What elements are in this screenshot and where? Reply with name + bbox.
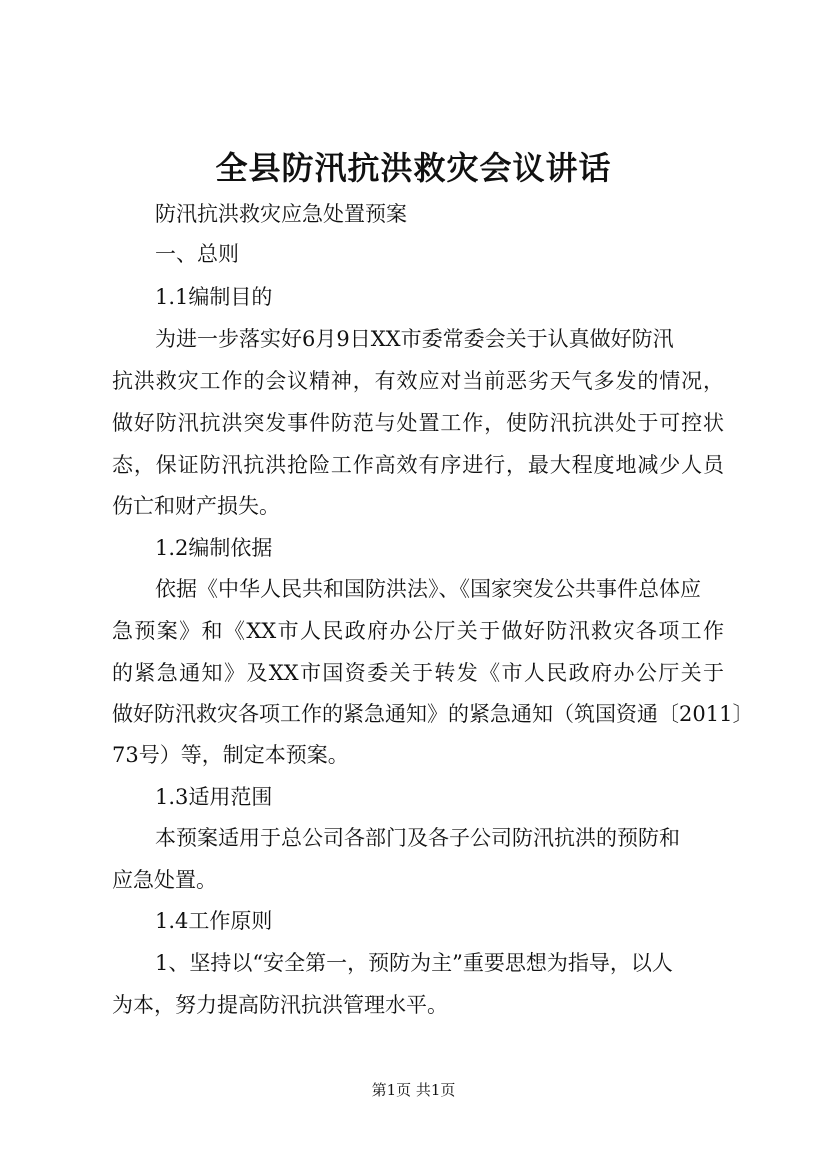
paragraph-line: 态，保证防汛抗洪抢险工作高效有序进行，最大程度地减少人员 xyxy=(112,453,724,477)
paragraph-line: 为进一步落实好6月9日XX市委常委会关于认真做好防汛 xyxy=(155,327,674,351)
paragraph-line: 为本，努力提高防汛抗洪管理水平。 xyxy=(112,993,448,1017)
paragraph-line: 本预案适用于总公司各部门及各子公司防汛抗洪的预防和 xyxy=(155,826,680,850)
paragraph-line: 做好防汛救灾各项工作的紧急通知》的紧急通知（筑国资通〔2011〕 xyxy=(112,702,754,726)
paragraph-line: 伤亡和财产损失。 xyxy=(112,494,280,518)
paragraph-line: 防汛抗洪救灾应急处置预案 xyxy=(155,202,407,226)
subsection-heading: 1.3适用范围 xyxy=(155,785,273,809)
section-heading: 一、总则 xyxy=(155,242,239,266)
subsection-heading: 1.2编制依据 xyxy=(155,536,273,560)
document-title: 全县防汛抗洪救灾会议讲话 xyxy=(215,149,612,187)
paragraph-line: 急预案》和《XX市人民政府办公厅关于做好防汛救灾各项工作 xyxy=(112,619,724,643)
page-footer: 第1页 共1页 xyxy=(371,1081,456,1099)
subsection-heading: 1.4工作原则 xyxy=(155,909,273,933)
paragraph-line: 1、坚持以“安全第一，预防为主”重要思想为指导，以人 xyxy=(155,951,673,975)
paragraph-line: 的紧急通知》及XX市国资委关于转发《市人民政府办公厅关于 xyxy=(112,661,724,685)
subsection-heading: 1.1编制目的 xyxy=(155,285,273,309)
paragraph-line: 73号）等，制定本预案。 xyxy=(112,743,349,767)
paragraph-line: 做好防汛抗洪突发事件防范与处置工作，使防汛抗洪处于可控状 xyxy=(112,411,724,435)
paragraph-line: 抗洪救灾工作的会议精神，有效应对当前恶劣天气多发的情况， xyxy=(112,369,724,393)
paragraph-line: 依据《中华人民共和国防洪法》、《国家突发公共事件总体应 xyxy=(155,577,701,601)
paragraph-line: 应急处置。 xyxy=(112,868,217,892)
